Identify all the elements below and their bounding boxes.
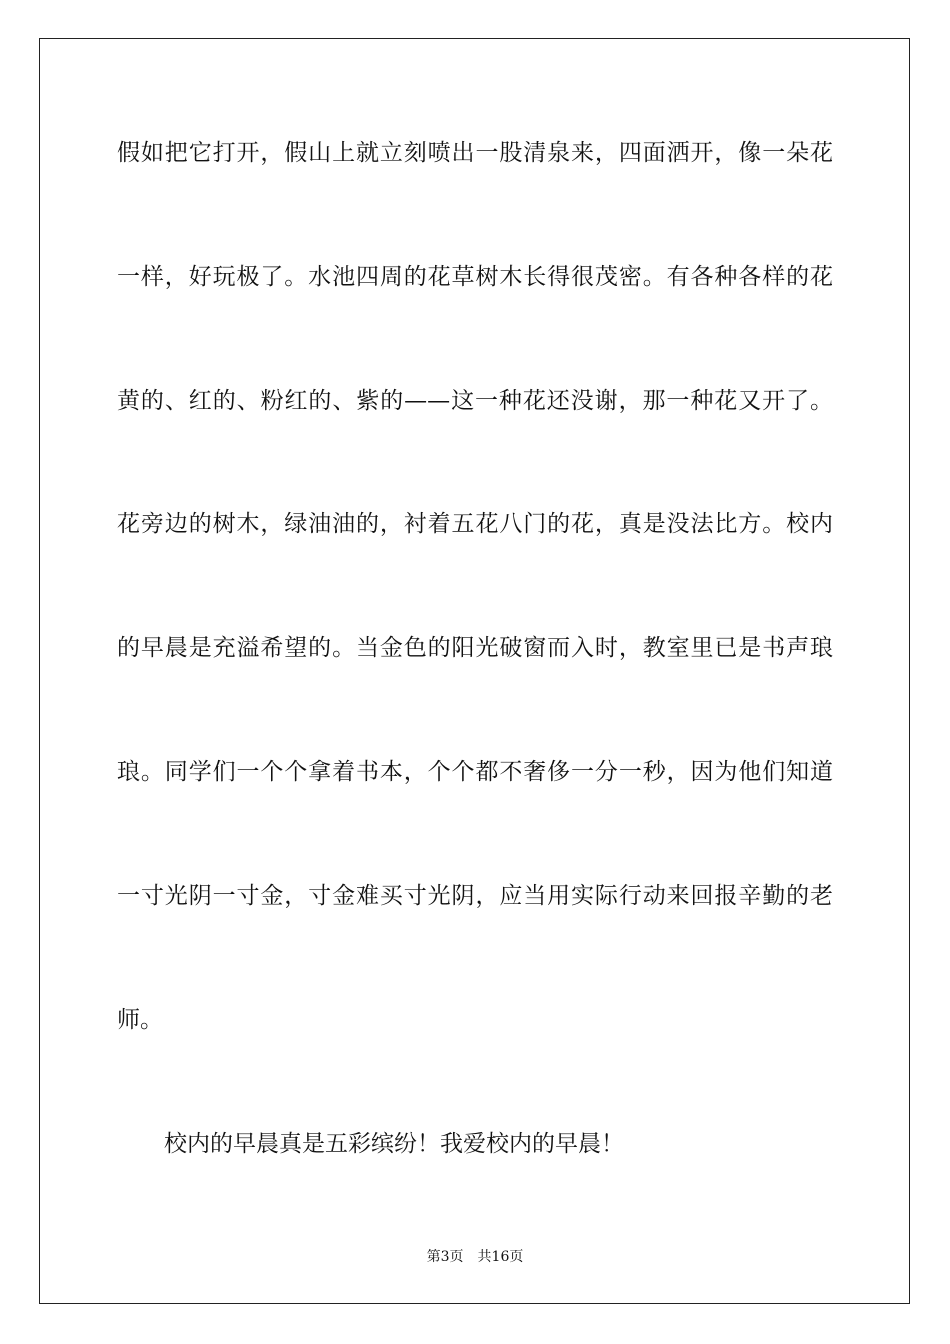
page-total: 共16页 [477, 1249, 524, 1265]
closing-paragraph: 校内的早晨真是五彩缤纷！我爱校内的早晨！ [164, 1131, 624, 1157]
body-text-line-6: 琅。同学们一个个拿着书本，个个都不奢侈一分一秒，因为他们知道 [117, 759, 833, 785]
page-footer [0, 1247, 950, 1267]
body-text-line-4: 花旁边的树木，绿油油的，衬着五花八门的花，真是没法比方。校内 [117, 511, 833, 537]
body-text-line-1: 假如把它打开，假山上就立刻喷出一股清泉来，四面洒开，像一朵花 [117, 140, 833, 166]
body-text-line-2: 一样，好玩极了。水池四周的花草树木长得很茂密。有各种各样的花 [117, 264, 833, 290]
body-text-line-8: 师。 [117, 1007, 163, 1033]
page-border [39, 38, 910, 1304]
body-text-line-3: 黄的、红的、粉红的、紫的——这一种花还没谢，那一种花又开了。 [117, 388, 833, 414]
body-text-line-5: 的早晨是充溢希望的。当金色的阳光破窗而入时，教室里已是书声琅 [117, 635, 833, 661]
page-number: 第3页 [426, 1249, 464, 1265]
body-text-line-7: 一寸光阴一寸金，寸金难买寸光阴，应当用实际行动来回报辛勤的老 [117, 883, 833, 909]
